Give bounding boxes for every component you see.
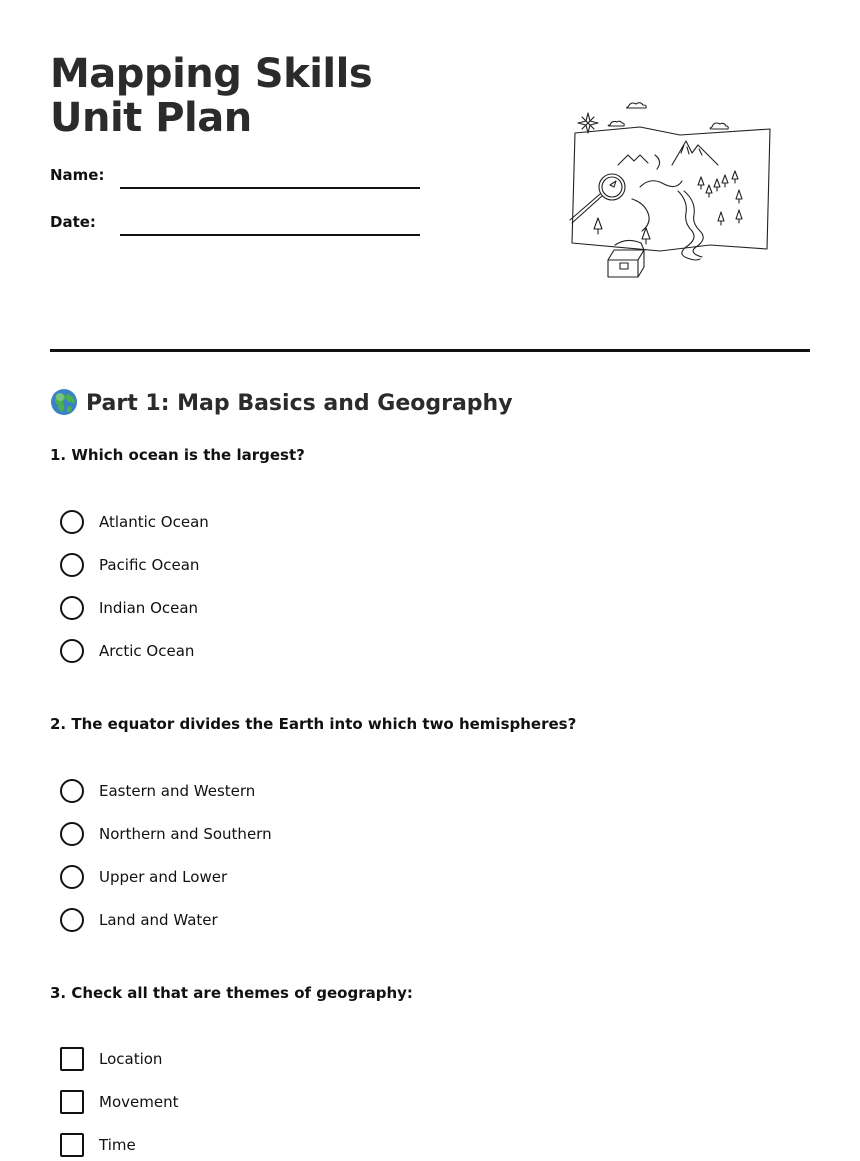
treasure-map-illustration [560,95,780,285]
option-label: Location [99,1050,163,1068]
radio-button[interactable] [60,510,84,534]
magnifier-icon [570,174,625,223]
section-title-text: Part 1: Map Basics and Geography [86,391,513,416]
option-label: Upper and Lower [99,868,228,886]
page-title: Mapping Skills Unit Plan [50,51,373,141]
date-label: Date: [50,213,96,231]
q3-option-time[interactable] [60,1132,136,1158]
radio-button[interactable] [60,596,84,620]
q2-option-upper-lower[interactable] [60,864,227,890]
q1-option-pacific[interactable] [60,552,199,578]
question-2-text: 2. The equator divides the Earth into which two hemispheres? [50,715,577,733]
treasure-chest-icon [608,240,644,277]
option-label: Atlantic Ocean [99,513,209,531]
compass-icon [578,113,598,133]
q2-option-eastern-western[interactable] [60,778,255,804]
question-3-text: 3. Check all that are themes of geography: [50,984,413,1002]
radio-button[interactable] [60,779,84,803]
option-label: Pacific Ocean [99,556,200,574]
question-1-text: 1. Which ocean is the largest? [50,446,305,464]
radio-button[interactable] [60,639,84,663]
q1-option-indian[interactable] [60,595,198,621]
radio-button[interactable] [60,822,84,846]
q2-option-northern-southern[interactable] [60,821,272,847]
radio-button[interactable] [60,553,84,577]
section-title [50,388,513,416]
option-label: Arctic Ocean [99,642,195,660]
checkbox[interactable] [60,1133,84,1157]
name-label: Name: [50,166,105,184]
option-label: Eastern and Western [99,782,256,800]
q3-option-movement[interactable] [60,1089,178,1115]
name-field[interactable] [120,187,420,189]
radio-button[interactable] [60,865,84,889]
option-label: Time [99,1136,136,1154]
q2-option-land-water[interactable] [60,907,218,933]
checkbox[interactable] [60,1047,84,1071]
date-field[interactable] [120,234,420,236]
q3-option-location[interactable] [60,1046,162,1072]
checkbox[interactable] [60,1090,84,1114]
section-divider [50,349,810,352]
q1-option-arctic[interactable] [60,638,194,664]
option-label: Northern and Southern [99,825,272,843]
option-label: Movement [99,1093,179,1111]
q1-option-atlantic[interactable] [60,509,209,535]
radio-button[interactable] [60,908,84,932]
option-label: Indian Ocean [99,599,199,617]
option-label: Land and Water [99,911,218,929]
globe-icon [50,388,78,416]
